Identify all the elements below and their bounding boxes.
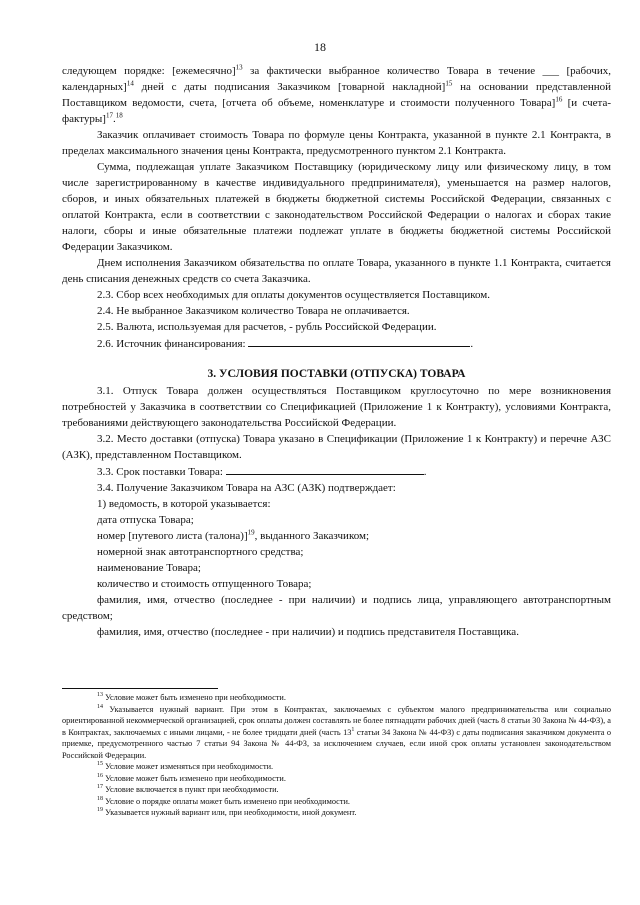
footnote-ref[interactable]: 13 bbox=[235, 63, 243, 72]
list-item: фамилия, имя, отчество (последнее - при наличии) и подпись лица, управляющего автотранспортным средством; bbox=[62, 594, 611, 622]
text-segment: за фактически выбранное количество Товара в течение ___ [рабочих, календарных] bbox=[62, 65, 611, 93]
footnote-number: 17 bbox=[97, 784, 103, 791]
clause-3-1: 3.1. Отпуск Товара должен осуществляться Поставщиком круглосуточно по мере возникновения потребностей у Заказчика в соответствии со Спецификацией (Приложение 1 к Контракту), условиями Контракта, требованиями действующего законодательства Российской Федерации. bbox=[62, 385, 611, 429]
list-item bbox=[62, 528, 611, 544]
list-item: 1) ведомость, в которой указывается: bbox=[97, 498, 271, 510]
text-segment: , выданного Заказчиком; bbox=[254, 530, 370, 542]
funding-source-blank[interactable] bbox=[248, 335, 470, 347]
clause-2-6 bbox=[62, 335, 611, 352]
footnote-text: Условие может быть изменено при необходимости. bbox=[103, 773, 286, 783]
footnote-ref[interactable]: 14 bbox=[126, 79, 134, 88]
footnote-separator bbox=[62, 688, 218, 689]
footnote-17 bbox=[62, 784, 611, 796]
list-item: дата отпуска Товара; bbox=[97, 514, 194, 526]
footnote-text: Условие включается в пункт при необходимости. bbox=[103, 785, 279, 794]
text-segment: 3.3. Срок поставки Товара: bbox=[97, 466, 226, 478]
footnotes bbox=[62, 692, 611, 819]
text-segment: дней с даты подписания Заказчиком [товарной накладной] bbox=[133, 81, 446, 93]
clause-3-3 bbox=[62, 463, 611, 480]
footnote-ref[interactable]: 16 bbox=[555, 95, 563, 104]
footnote-number: 13 bbox=[97, 692, 103, 699]
footnote-text: статьи 34 Закона № 44-ФЗ) с даты подписания заказчиком документа о приемке, предусмотренного частью 7 статьи 94 Закона № 44-ФЗ, за исключением случаев, если иной срок оплаты установлен законодательством Российской Федерации. bbox=[62, 727, 612, 760]
footnote-text: Условие может быть изменено при необходимости. bbox=[103, 693, 286, 702]
document-body bbox=[62, 63, 611, 640]
footnote-text: Условие может изменяться при необходимости. bbox=[103, 762, 274, 771]
text-segment: 2.6. Источник финансирования: bbox=[97, 338, 249, 350]
footnote-16 bbox=[62, 773, 611, 785]
text-segment: следующем порядке: [ежемесячно] bbox=[62, 65, 236, 77]
footnote-number: 18 bbox=[97, 795, 103, 802]
text-segment: номер [путевого листа (талона)] bbox=[97, 530, 248, 542]
superscript: 1 bbox=[351, 726, 355, 733]
payment-date-paragraph: Днем исполнения Заказчиком обязательства по оплате Товара, указанного в пункте 1.1 Контракта, считается день списания денежных средств со счета Заказчика. bbox=[62, 257, 611, 285]
text-segment: на основании представленной Поставщиком ведомости, счета, [отчета об объеме, номенклатуре и стоимости полученного Товара] bbox=[62, 81, 611, 109]
clause-3-4: 3.4. Получение Заказчиком Товара на АЗС (АЗК) подтверждает: bbox=[97, 482, 396, 494]
clause-2-5: 2.5. Валюта, используемая для расчетов, - рубль Российской Федерации. bbox=[97, 321, 437, 333]
footnote-number: 19 bbox=[97, 807, 103, 814]
delivery-term-blank[interactable] bbox=[226, 463, 424, 475]
list-item: количество и стоимость отпущенного Товара; bbox=[97, 578, 312, 590]
clause-3-2: 3.2. Место доставки (отпуска) Товара указано в Спецификации (Приложение 1 к Контракту) и перечне АЗС (АЗК), представленном Поставщиком. bbox=[62, 433, 611, 461]
footnote-14 bbox=[62, 704, 611, 762]
footnote-ref[interactable]: 19 bbox=[247, 528, 255, 537]
payment-terms-paragraph bbox=[62, 63, 611, 127]
footnote-number: 15 bbox=[97, 761, 103, 768]
footnote-13 bbox=[62, 692, 611, 704]
footnote-ref[interactable]: 18 bbox=[115, 111, 123, 120]
tax-reduction-paragraph: Сумма, подлежащая уплате Заказчиком Поставщику (юридическому лицу или физическому лицу, в том числе зарегистрированному в качестве индивидуального предпринимателя), уменьшается на размер налогов, сборов, и иных обязательных платежей в бюджеты бюджетной системы Российской Федерации, связанных с оплатой Контракта, если в соответствии с законодательством Российской Федерации о налогах и сборах такие налоги, сборы и иные обязательные платежи подлежат уплате в бюджеты бюджетной системы Российской Федерации Заказчиком. bbox=[62, 161, 611, 253]
page-number: 18 bbox=[314, 40, 326, 54]
list-item: номерной знак автотранспортного средства; bbox=[97, 546, 304, 558]
text-segment: . bbox=[112, 113, 116, 125]
text-segment: . bbox=[423, 466, 427, 478]
footnote-19 bbox=[62, 807, 611, 819]
text-segment: [и счета-фактуры] bbox=[62, 97, 611, 125]
footnote-number: 16 bbox=[97, 772, 103, 779]
price-formula-paragraph: Заказчик оплачивает стоимость Товара по формуле цены Контракта, указанной в пункте 2.1 Контракта, в пределах максимального значения цены Контракта, предусмотренного пунктом 2.1 Контракта. bbox=[62, 129, 611, 157]
footnote-text: Условие о порядке оплаты может быть изменено при необходимости. bbox=[103, 796, 350, 806]
footnote-text: Указывается нужный вариант. При этом в Контрактах, заключаемых с субъектом малого предпринимательства или социально ориентированной некоммерческой организацией, срок оплаты должен составлять не более пятнадцати рабочих дней (часть 8 статьи 30 Закона № 44-ФЗ), а в Контрактах, заключаемых с иными лицами, - не более тридцати дней (часть 13 bbox=[62, 704, 611, 737]
text-segment: . bbox=[470, 338, 474, 350]
footnote-ref[interactable]: 17 bbox=[105, 111, 113, 120]
footnote-ref[interactable]: 15 bbox=[445, 79, 453, 88]
footnote-18 bbox=[62, 796, 611, 808]
footnote-number: 14 bbox=[97, 703, 103, 710]
list-item: наименование Товара; bbox=[97, 562, 201, 574]
footnote-15 bbox=[62, 761, 611, 773]
footnote-text: Указывается нужный вариант или, при необходимости, иной документ. bbox=[103, 808, 357, 817]
section-3-heading: 3. УСЛОВИЯ ПОСТАВКИ (ОТПУСКА) ТОВАРА bbox=[207, 368, 466, 380]
list-item: фамилия, имя, отчество (последнее - при наличии) и подпись представителя Поставщика. bbox=[97, 626, 519, 638]
clause-2-4: 2.4. Не выбранное Заказчиком количество Товара не оплачивается. bbox=[97, 305, 410, 317]
clause-2-3: 2.3. Сбор всех необходимых для оплаты документов осуществляется Поставщиком. bbox=[97, 289, 490, 301]
